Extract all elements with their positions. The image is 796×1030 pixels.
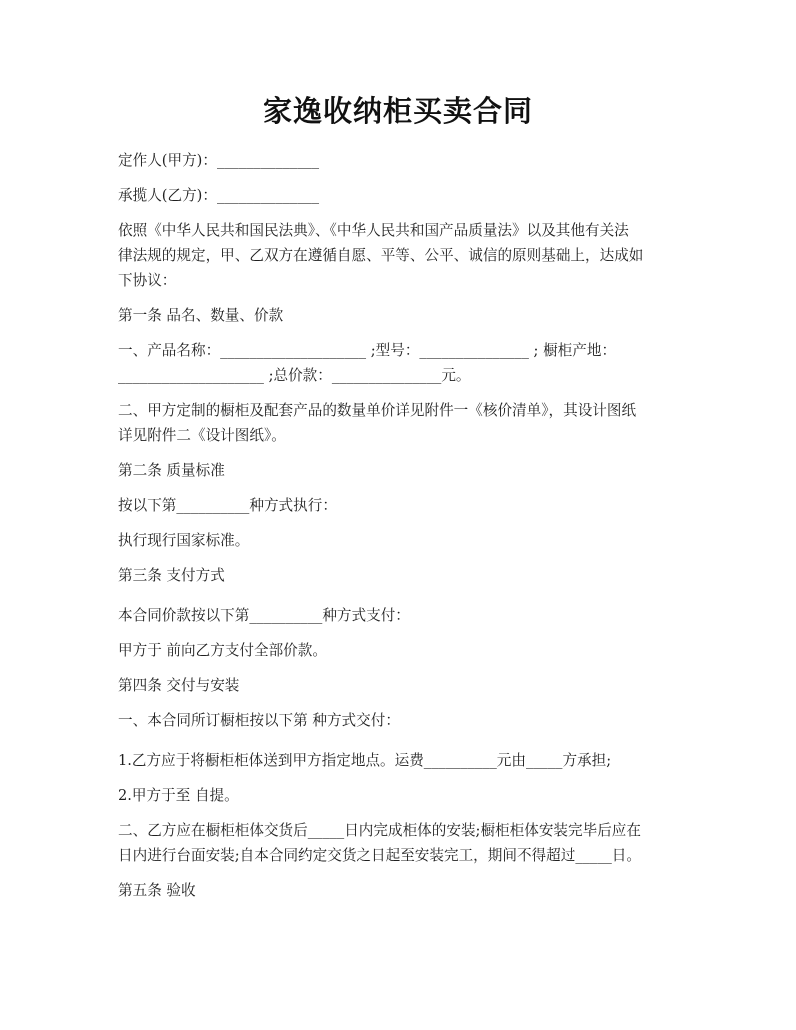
article-4-delivery-option-1: 1.乙方应于将橱柜柜体送到甲方指定地点。运费__________元由_____方承担;: [118, 752, 612, 769]
article-1-item-2-line-2: 详见附件二《设计图纸》。: [118, 427, 286, 444]
article-2-method-line: 按以下第__________种方式执行：: [118, 497, 337, 514]
article-1-item-2-line-1: 二、甲方定制的橱柜及配套产品的数量单价详见附件一《核价清单》，其设计图纸: [118, 402, 637, 419]
article-2-heading: 第二条 质量标准: [118, 462, 225, 479]
preamble-line-1: 依照《中华人民共和国民法典》、《中华人民共和国产品质量法》以及其他有关法: [118, 222, 629, 239]
article-2-standard-line: 执行现行国家标准。: [118, 532, 250, 549]
article-4-item-1-line: 一、本合同所订橱柜按以下第 种方式交付：: [118, 712, 400, 729]
article-1-item-1-line-1: 一、产品名称：____________________ ;型号：_______________ ; 橱柜产地：: [118, 342, 617, 359]
document-title: 家逸收纳柜买卖合同: [262, 94, 533, 128]
preamble-line-3: 下协议：: [118, 272, 177, 289]
article-3-heading: 第三条 支付方式: [118, 567, 225, 584]
article-4-heading: 第四条 交付与安装: [118, 677, 240, 694]
preamble-line-2: 律法规的规定，甲、乙双方在遵循自愿、平等、公平、诚信的原则基础上，达成如: [118, 247, 644, 264]
article-4-item-2-line-2: 日内进行台面安装;自本合同约定交货之日起至安装完工，期间不得超过_____日。: [118, 847, 641, 864]
party-b-line: 承揽人(乙方)：______________: [118, 187, 320, 204]
party-a-line: 定作人(甲方)：______________: [118, 152, 320, 169]
article-4-delivery-option-2: 2.甲方于至 自提。: [118, 787, 239, 804]
article-4-item-2-line-1: 二、乙方应在橱柜柜体交货后_____日内完成柜体的安装;橱柜柜体安装完毕后应在: [118, 822, 641, 839]
article-1-item-1-line-2: ____________________ ;总价款：_______________元。: [118, 367, 471, 384]
article-3-method-line: 本合同价款按以下第__________种方式支付：: [118, 607, 410, 624]
article-3-payment-line: 甲方于 前向乙方支付全部价款。: [118, 642, 327, 659]
article-1-heading: 第一条 品名、数量、价款: [118, 307, 284, 324]
article-5-heading: 第五条 验收: [118, 882, 196, 899]
